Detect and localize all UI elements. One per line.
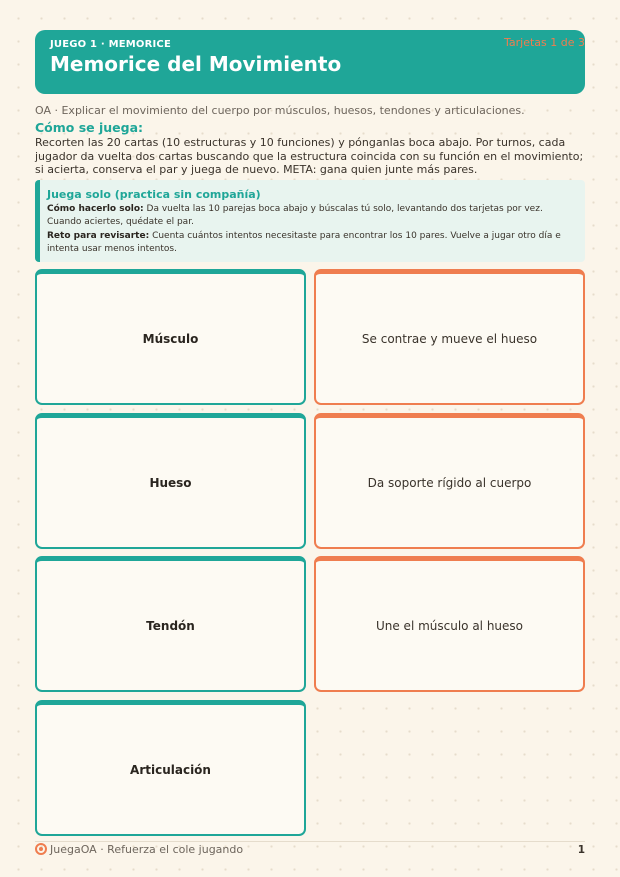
brand-logo-icon	[35, 843, 47, 855]
card-function-musculo[interactable]: Se contrae y mueve el hueso	[314, 269, 585, 405]
howto-title: Cómo se juega:	[35, 120, 144, 135]
solo-title: Juega solo (practica sin compañía)	[47, 188, 261, 201]
solo-review-text: Cuenta cuántos intentos necesitaste para encontrar los 10 pares. Vuelve a jugar otro día e intenta usar menos intentos.	[47, 231, 561, 254]
howto-text: Recorten las 20 cartas (10 estructuras y 10 funciones) y pónganlas boca abajo. Por turnos, cada jugador da vuelta dos cartas buscando que la estructura coincida con su función en el movimiento; si acierta, conserva el par y juega de nuevo. META: gana quien junte más pares.	[35, 136, 584, 177]
learning-objective: OA · Explicar el movimiento del cuerpo por músculos, huesos, tendones y articulaciones.	[35, 104, 525, 117]
page-counter: Tarjetas 1 de 3	[503, 36, 585, 49]
card-structure-articulacion[interactable]: Articulación	[35, 700, 306, 836]
solo-how-text: Da vuelta las 10 parejas boca abajo y búscalas tú solo, levantando dos tarjetas por vez. Cuando aciertes, quédate el par.	[47, 204, 543, 227]
card-structure-hueso[interactable]: Hueso	[35, 413, 306, 549]
solo-how-label: Cómo hacerlo solo:	[47, 204, 144, 214]
solo-play-box	[35, 180, 585, 262]
card-function-hueso[interactable]: Da soporte rígido al cuerpo	[314, 413, 585, 549]
footer-divider	[35, 841, 585, 842]
page-header	[35, 30, 585, 94]
footer-brand: JuegaOA · Refuerza el cole jugando	[50, 843, 244, 856]
card-function-tendon[interactable]: Une el músculo al hueso	[314, 556, 585, 692]
game-tag: JUEGO 1 · MEMORICE	[50, 39, 172, 50]
solo-how-line	[47, 203, 577, 228]
solo-review-line	[47, 230, 577, 255]
card-structure-musculo[interactable]: Músculo	[35, 269, 306, 405]
solo-review-label: Reto para revisarte:	[47, 231, 150, 241]
page-title: Memorice del Movimiento	[50, 52, 342, 76]
page-number: 1	[577, 844, 585, 856]
card-structure-tendon[interactable]: Tendón	[35, 556, 306, 692]
